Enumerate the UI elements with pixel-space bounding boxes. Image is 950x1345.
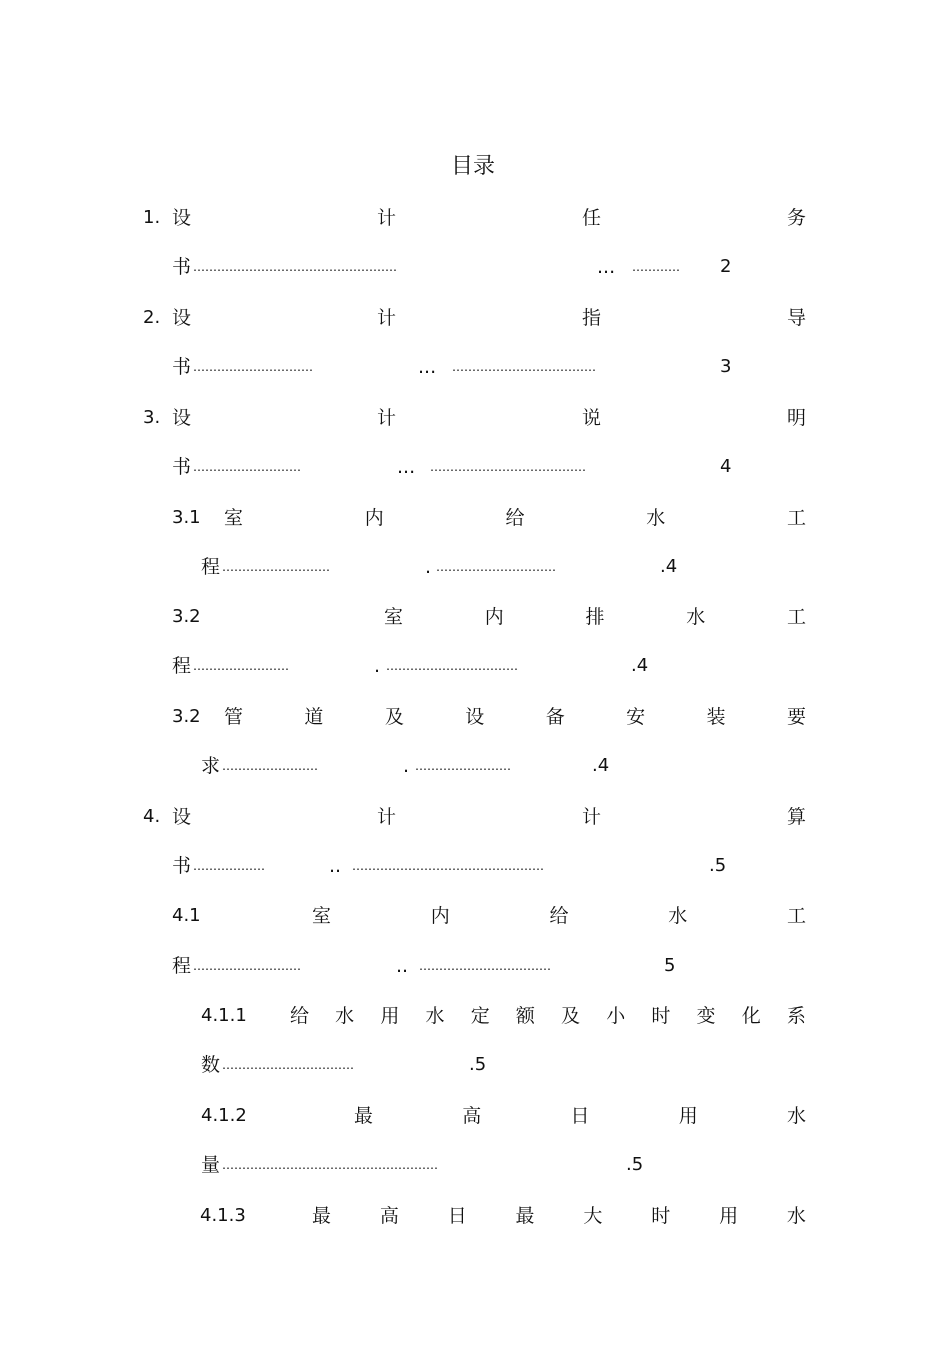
heading-char: 水: [668, 905, 688, 927]
page-number: .4: [631, 655, 649, 676]
heading-char: 最: [515, 1205, 535, 1227]
leader-mid: .: [403, 755, 410, 777]
leader-dots: ………………………: [193, 460, 301, 474]
entry-number: 4.: [143, 806, 161, 827]
heading-char: 工: [786, 606, 806, 628]
entry-tail: 书: [172, 456, 192, 478]
heading-char: 用: [678, 1105, 698, 1127]
heading-char: 装: [706, 706, 726, 728]
heading-char: 最: [312, 1205, 332, 1227]
entry-tail: 书: [172, 256, 192, 278]
heading-char: 说: [581, 407, 601, 429]
entry-tail: 书: [172, 855, 192, 877]
heading-char: 日: [447, 1205, 467, 1227]
leader-dots: ………………: [193, 859, 265, 873]
heading-char: 水: [335, 1005, 355, 1027]
page-number: .4: [660, 556, 678, 577]
heading-char: 设: [465, 706, 485, 728]
heading-char: 给: [549, 905, 569, 927]
leader-mid: ...: [418, 356, 437, 378]
leader-mid: ...: [597, 256, 616, 278]
heading-char: 室: [312, 905, 332, 927]
page-number: .5: [626, 1154, 644, 1175]
leader-dots: ………………………………………………: [222, 1158, 438, 1172]
heading-char: 化: [741, 1005, 761, 1027]
leader-dots: …………………………………………: [352, 859, 544, 873]
heading-char: 计: [376, 207, 396, 229]
entry-number: 3.1: [172, 507, 201, 528]
entry-heading: [224, 506, 806, 530]
entry-tail: 程: [201, 556, 221, 578]
leader-dots: ………………………: [222, 560, 330, 574]
leader-dots: ……………………: [415, 759, 511, 773]
leader-dots: ……………………………: [386, 659, 518, 673]
heading-char: 给: [505, 507, 525, 529]
heading-char: 时: [651, 1005, 671, 1027]
leader-dots: ……………………: [193, 659, 289, 673]
entry-number: 4.1.3: [200, 1205, 246, 1226]
entry-number: 3.2: [172, 606, 201, 627]
page-number: .4: [592, 755, 610, 776]
entry-heading: [172, 306, 806, 330]
heading-char: 设: [172, 407, 192, 429]
heading-char: 大: [583, 1205, 603, 1227]
entry-tail: 程: [172, 955, 192, 977]
entry-heading: [312, 904, 806, 928]
heading-char: 变: [696, 1005, 716, 1027]
leader-dots: ……………………………………………: [193, 260, 397, 274]
heading-char: 计: [376, 806, 396, 828]
heading-char: 设: [172, 207, 192, 229]
leader-dots: …………………………………: [430, 460, 586, 474]
entry-heading: [290, 1004, 806, 1028]
entry-number: 2.: [143, 307, 161, 328]
heading-char: 指: [581, 307, 601, 329]
heading-char: 小: [606, 1005, 626, 1027]
heading-char: 务: [786, 207, 806, 229]
page-number: 2: [720, 256, 732, 277]
heading-char: 及: [561, 1005, 581, 1027]
heading-char: 高: [462, 1105, 482, 1127]
heading-char: 备: [545, 706, 565, 728]
entry-tail: 量: [201, 1154, 221, 1176]
page-title: 目录: [451, 154, 496, 179]
heading-char: 计: [581, 806, 601, 828]
heading-char: 任: [581, 207, 601, 229]
entry-number: 3.2: [172, 706, 201, 727]
entry-tail: 书: [172, 356, 192, 378]
heading-char: 算: [786, 806, 806, 828]
heading-char: 导: [786, 307, 806, 329]
leader-dots: ………………………: [193, 959, 301, 973]
heading-char: 内: [364, 507, 384, 529]
heading-char: 水: [786, 1105, 806, 1127]
entry-heading: [172, 406, 806, 430]
page-number: 4: [720, 456, 732, 477]
leader-dots: ……………………: [222, 759, 318, 773]
entry-number: 3.: [143, 407, 161, 428]
heading-char: 用: [719, 1205, 739, 1227]
heading-char: 最: [354, 1105, 374, 1127]
leader-dots: ……………………………: [419, 959, 551, 973]
heading-char: 室: [384, 606, 404, 628]
heading-char: 内: [484, 606, 504, 628]
entry-heading: [384, 605, 806, 629]
leader-mid: ...: [397, 456, 416, 478]
entry-number: 4.1: [172, 905, 201, 926]
entry-number: 1.: [143, 207, 161, 228]
entry-heading: [312, 1204, 806, 1228]
page-number: .5: [469, 1054, 487, 1075]
page-number: 3: [720, 356, 732, 377]
heading-char: 设: [172, 806, 192, 828]
leader-dots: ……………………………: [222, 1058, 354, 1072]
heading-char: 水: [686, 606, 706, 628]
leader-dots: …………: [632, 260, 680, 274]
page-number: 5: [664, 955, 676, 976]
leader-mid: ..: [396, 955, 409, 977]
heading-char: 明: [786, 407, 806, 429]
heading-char: 日: [570, 1105, 590, 1127]
heading-char: 额: [515, 1005, 535, 1027]
heading-char: 管: [224, 706, 244, 728]
leader-dots: …………………………: [193, 360, 313, 374]
leader-mid: .: [374, 655, 381, 677]
entry-tail: 求: [201, 755, 221, 777]
heading-char: 用: [380, 1005, 400, 1027]
entry-heading: [224, 705, 806, 729]
entry-heading: [172, 206, 806, 230]
heading-char: 定: [470, 1005, 490, 1027]
heading-char: 排: [585, 606, 605, 628]
leader-mid: ..: [329, 855, 342, 877]
leader-mid: .: [425, 556, 432, 578]
heading-char: 水: [786, 1205, 806, 1227]
entry-tail: 数: [201, 1054, 221, 1076]
heading-char: 室: [224, 507, 244, 529]
heading-char: 水: [646, 507, 666, 529]
heading-char: 道: [304, 706, 324, 728]
heading-char: 高: [379, 1205, 399, 1227]
heading-char: 给: [290, 1005, 310, 1027]
entry-heading: [354, 1104, 806, 1128]
entry-number: 4.1.2: [201, 1105, 247, 1126]
heading-char: 水: [425, 1005, 445, 1027]
heading-char: 系: [786, 1005, 806, 1027]
heading-char: 计: [376, 407, 396, 429]
heading-char: 时: [651, 1205, 671, 1227]
heading-char: 工: [786, 905, 806, 927]
entry-heading: [172, 805, 806, 829]
leader-dots: ………………………………: [452, 360, 596, 374]
entry-tail: 程: [172, 655, 192, 677]
heading-char: 及: [384, 706, 404, 728]
heading-char: 安: [626, 706, 646, 728]
heading-char: 内: [430, 905, 450, 927]
heading-char: 计: [376, 307, 396, 329]
heading-char: 要: [786, 706, 806, 728]
entry-number: 4.1.1: [201, 1005, 247, 1026]
leader-dots: …………………………: [436, 560, 556, 574]
heading-char: 工: [786, 507, 806, 529]
heading-char: 设: [172, 307, 192, 329]
page-number: .5: [709, 855, 727, 876]
